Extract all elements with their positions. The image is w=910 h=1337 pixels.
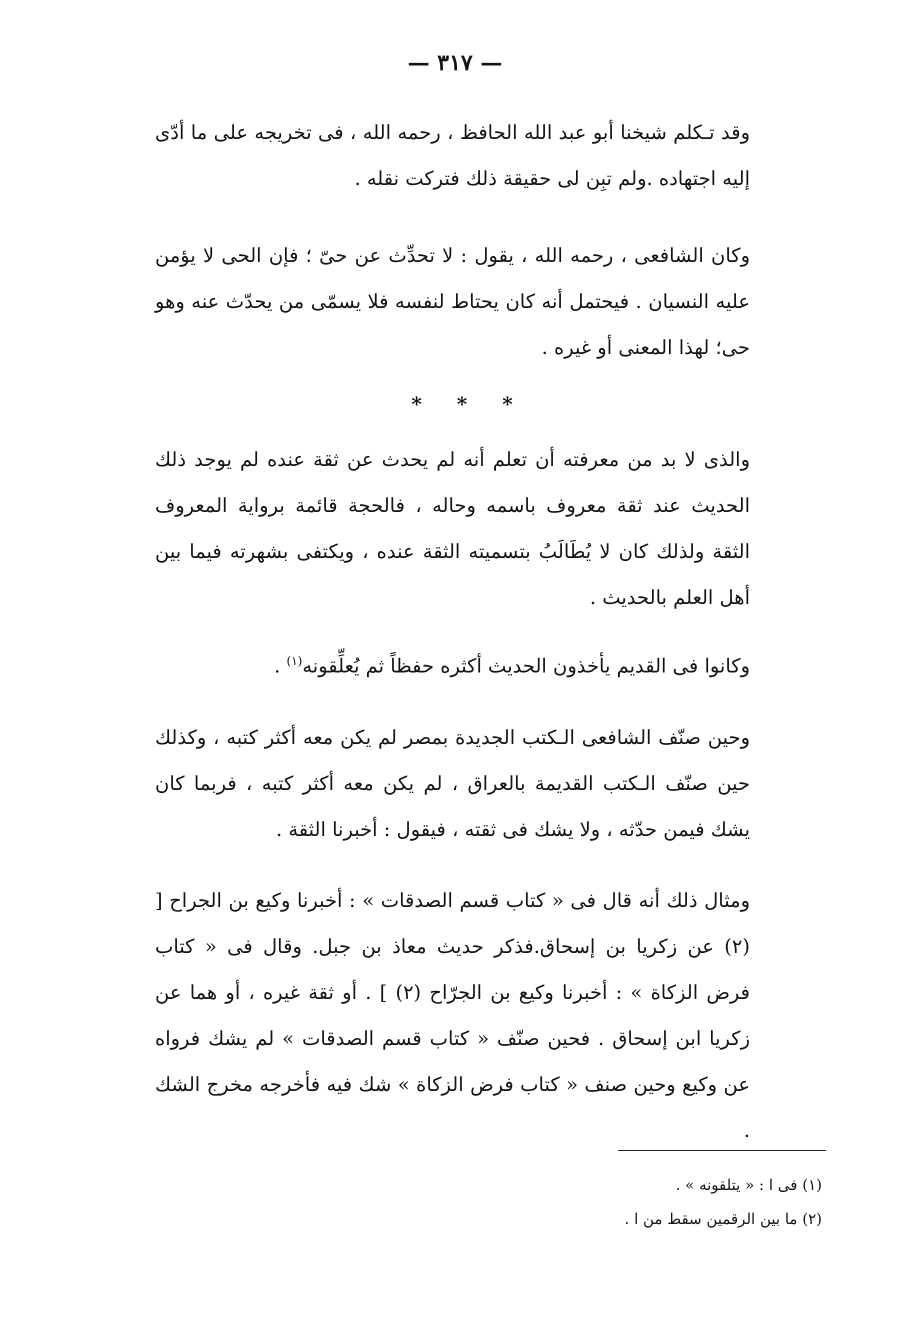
- paragraph-4: [155, 638, 750, 690]
- paragraph-1: وقد تـكلم شيخنا أبو عبد الله الحافظ ، رحمه الله ، فى تخريجه على ما أدّى إليه اجتهاده .ولم تبِن لى حقيقة ذلك فتركت نقله .: [155, 121, 750, 190]
- footnote-1: (١) فى ا : « يتلقونه » .: [675, 1176, 822, 1194]
- paragraph-3: والذى لا بد من معرفته أن تعلم أنه لم يحدث عن ثقة عنده لم يوجد ذلك الحديث عند ثقة معروف باسمه وحاله ، فالحجة قائمة برواية المعروف الثقة ولذلك كان لا يُطَالَبُ بتسميته الثقة عنده ، ويكتفى بشهرته فيما بين أهل العلم بالحديث .: [155, 448, 750, 609]
- paragraph-2: وكان الشافعى ، رحمه الله ، يقول : لا تحدِّث عن حىّ ؛ فإن الحى لا يؤمن عليه النسيان . فيحتمل أنه كان يحتاط لنفسه فلا يسمّى من يحدّث عنه وهو حى؛ لهذا المعنى أو غيره .: [155, 244, 750, 359]
- page-number: — ٣١٧ —: [407, 50, 503, 76]
- section-separator: * * *: [411, 392, 527, 416]
- footnote-2: (٢) ما بين الرقمين سقط من ا .: [624, 1210, 822, 1228]
- footnotes: [422, 1168, 822, 1236]
- footnote-divider: [618, 1150, 826, 1151]
- paragraph-6: ومثال ذلك أنه قال فى « كتاب قسم الصدقات » : أخبرنا وكيع بن الجراح [ (٢) عن زكريا بن إسحاق.فذكر حديث معاذ بن جبل. وقال فى « كتاب فرض الزكاة » : أخبرنا وكيع بن الجرّاح (٢) ] . أو ثقة غيره ، أو هما عن زكريا ابن إسحاق . فحين صنّف « كتاب قسم الصدقات » لم يشك فرواه عن وكيع وحين صنف « كتاب فرض الزكاة » شك فيه فأخرجه مخرج الشك .: [155, 889, 750, 1142]
- paragraph-5: وحين صنّف الشافعى الـكتب الجديدة بمصر لم يكن معه أكثر كتبه ، وكذلك حين صنّف الـكتب القديمة بالعراق ، لم يكن معه أكثر كتبه ، فربما كان يشك فيمن حدّثه ، ولا يشك فى ثقته ، فيقول : أخبرنا الثقة .: [155, 726, 750, 841]
- footnote-reference-1: (١): [286, 654, 303, 668]
- paragraph-4-text: وكانوا فى القديم يأخذون الحديث أكثره حفظاً ثم يُعلِّقونه: [302, 654, 750, 678]
- paragraph-4-end: .: [274, 654, 287, 678]
